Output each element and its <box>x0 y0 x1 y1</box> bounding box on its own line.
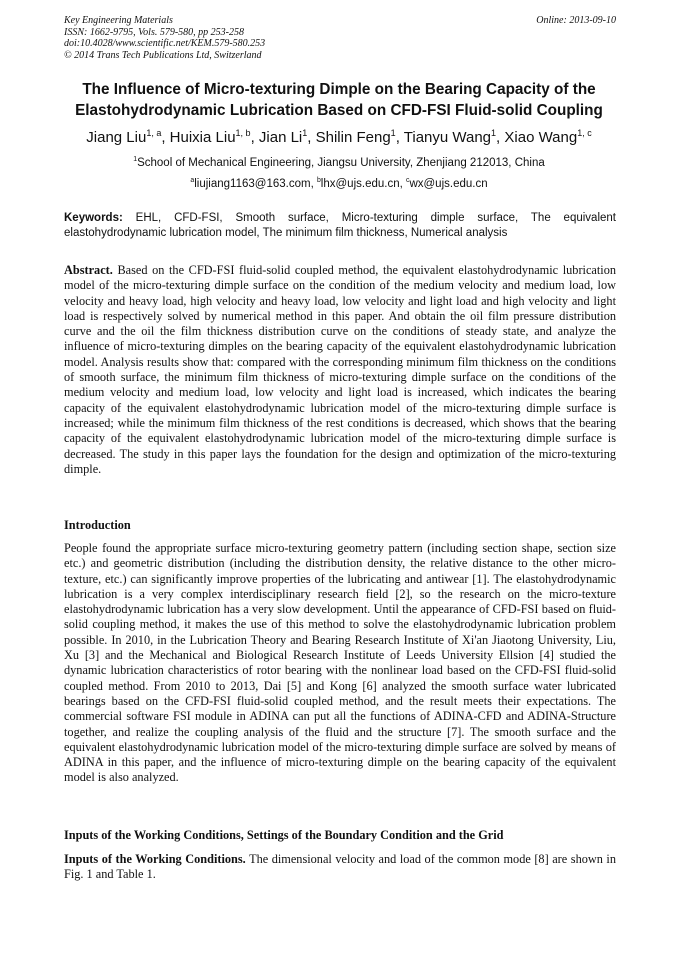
author-name: Jiang Liu <box>86 129 147 146</box>
email-list <box>20 176 658 192</box>
author-name: Jian Li <box>258 129 303 146</box>
author-sup: 1 <box>390 128 396 138</box>
author-sep: , <box>161 129 170 146</box>
email-sep: , <box>310 178 317 190</box>
author-sup: 1 <box>302 128 308 138</box>
introduction-body: People found the appropriate surface micro-texturing geometry pattern (including section shape, section size etc.) and geometric distribution (including the distribution density, the relative distance to the other micro-texture, etc.) can significantly improve properties of the lubricating and antiwear [1]. The elastohydrodynamic lubrication is a very complex interdisciplinary research field [2], so the research on the micro-texture elastohydrodynamic lubrication has a very slow development. Until the appearance of CFD-FSI based on fluid-solid coupling method, it makes the use of this method to solve the elastohydrodynamic lubrication problem possible. In 2010, in the Lubrication Theory and Bearing Research Institute of Xi'an Jiaotong University, Liu, Xu [3] and the Mechanical and Biological Research Institute of Leeds University Ellsion [4] studied the dynamic lubrication characteristics of rotor bearing with the nonlinear load based on the CFD-FSI fluid-solid coupled method. From 2010 to 2013, Dai [5] and Kong [6] analyzed the smooth surface water lubricated bearings based on the CFD-FSI fluid-solid coupled method, and the result meets their expectations. The commercial software FSI module in ADINA can put all the functions of ADINA-CFD and ADINA-Structure together, and realize the coupling analysis of the fluid and the structure [7]. The smooth surface and the equivalent elastohydrodynamic lubrication model of the micro-texturing dimple surface are solved by means of ADINA in this paper, and the influence of micro-texturing dimple on the bearing capacity of the equivalent model is also analyzed. <box>64 541 616 785</box>
introduction-heading: Introduction <box>64 518 131 532</box>
affiliation-text: School of Mechanical Engineering, Jiangsu University, Zhenjiang 212013, China <box>137 157 545 169</box>
inputs-section-heading: Inputs of the Working Conditions, Settings of the Boundary Condition and the Grid <box>64 828 504 842</box>
author-sep: , <box>496 129 505 146</box>
author-sup: 1, c <box>577 128 592 138</box>
author-name: Shilin Feng <box>315 129 391 146</box>
paper-title <box>40 79 638 121</box>
abstract <box>64 263 616 477</box>
inputs-subheading: Inputs of the Working Conditions. <box>64 852 246 866</box>
email-link[interactable]: liujiang1163@163.com <box>194 178 311 190</box>
author-sep: , <box>395 129 404 146</box>
author-name: Huixia Liu <box>169 129 236 146</box>
author-name: Tianyu Wang <box>403 129 492 146</box>
online-date: Online: 2013-09-10 <box>536 15 616 26</box>
author-sep: , <box>250 129 259 146</box>
keywords-label: Keywords: <box>64 212 123 224</box>
abstract-label: Abstract. <box>64 263 113 277</box>
title-line-2: Elastohydrodynamic Lubrication Based on CFD-FSI Fluid-solid Coupling <box>75 102 603 119</box>
author-sup: 1, a <box>146 128 162 138</box>
keywords-text: EHL, CFD-FSI, Smooth surface, Micro-texturing dimple surface, The equivalent elastohydrodynamic lubrication model, The minimum film thickness, Numerical analysis <box>64 212 616 239</box>
keywords <box>64 211 616 241</box>
inputs-text: The dimensional velocity and load of the common mode [8] are shown in Fig. 1 and Table 1. <box>64 852 616 882</box>
doi-line: doi:10.4028/www.scientific.net/KEM.579-580.253 <box>64 38 266 49</box>
email-link[interactable]: wx@ujs.edu.cn <box>409 178 488 190</box>
issn-line: ISSN: 1662-9795, Vols. 579-580, pp 253-258 <box>64 26 244 38</box>
title-line-1: The Influence of Micro-texturing Dimple on the Bearing Capacity of the <box>82 81 596 98</box>
author-name: Xiao Wang <box>504 129 578 146</box>
copyright-line: © 2014 Trans Tech Publications Ltd, Switzerland <box>64 49 262 61</box>
author-sup: 1, b <box>235 128 251 138</box>
email-sep: , <box>399 178 406 190</box>
journal-name: Key Engineering Materials <box>64 15 173 26</box>
journal-header <box>64 15 616 61</box>
abstract-text: Based on the CFD-FSI fluid-solid coupled method, the equivalent elastohydrodynamic lubrication model of the micro-texturing dimple surface on the condition of the medium velocity and medium load, low velocity and heavy load, high velocity and heavy load, low velocity and light load and high velocity and light load is respectively solved by numerical method in this paper. And obtain the oil film pressure distribution curve and the oil the film thickness distribution curve on the conditions of steady state, and analyze the influence of micro-texturing dimples on the bearing capacity of the equivalent elastohydrodynamic lubrication model. Analysis results show that: compared with the corresponding minimum film thickness on the conditions of smooth surface, the minimum film thickness of micro-texturing dimple surface on the conditions of the medium velocity and medium load, low velocity and light load is increased, which indicates the bearing capacity of the equivalent elastohydrodynamic lubrication model of the micro-texturing dimple surface is increased; while the minimum film thickness of the rest conditions is decreased, which shows that the bearing capacity of the equivalent elastohydrodynamic lubrication model of the micro-texturing dimple surface is decreased. The study in this paper lays the foundation for the design and optimization of the micro-texturing dimple. <box>64 263 616 476</box>
inputs-paragraph <box>64 852 616 883</box>
email-link[interactable]: lhx@ujs.edu.cn <box>320 178 400 190</box>
author-sup: 1 <box>491 128 497 138</box>
email-sup: a <box>190 177 195 185</box>
affiliation-sup: 1 <box>133 156 138 164</box>
author-list <box>20 128 658 148</box>
affiliation <box>20 155 658 171</box>
email-sup: c <box>406 177 410 185</box>
author-sep: , <box>307 129 316 146</box>
email-sup: b <box>316 177 321 185</box>
